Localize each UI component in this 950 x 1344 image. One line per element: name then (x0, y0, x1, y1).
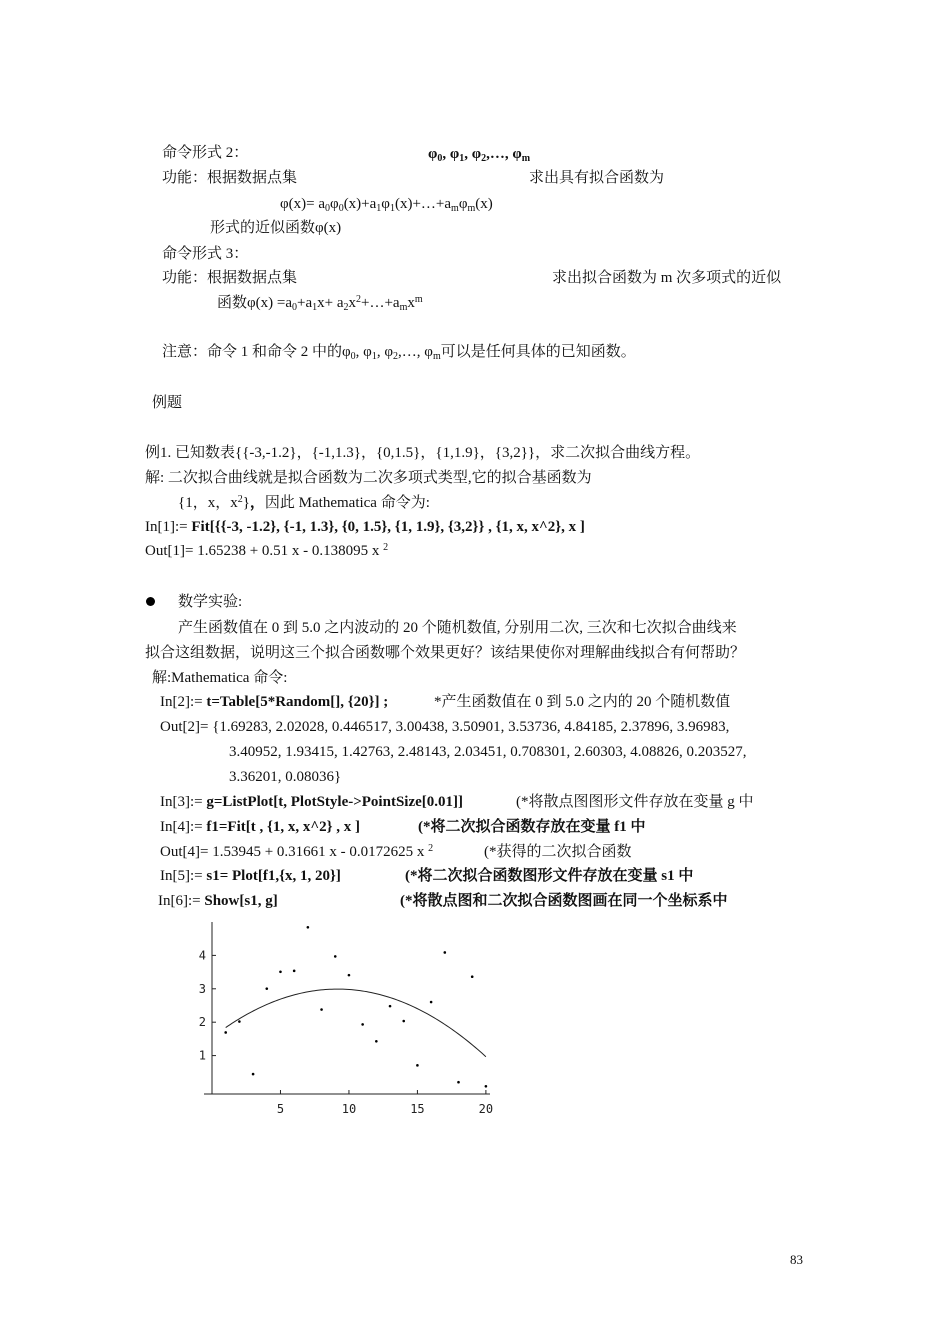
data-point (457, 1081, 460, 1084)
x-tick-label: 10 (341, 1102, 357, 1116)
form2-formula: $\varphi(x)= a_0\varphi_0(x)+a_1\varphi_1(x)+\dots+a_m\varphi_m(x)$ (280, 196, 493, 214)
experiment-desc-2: 拟合这组数据，说明这三个拟合函数哪个效果更好？该结果使你对理解曲线拟合有何帮助？ (145, 645, 746, 661)
example1-solution: 解: 二次拟合曲线就是拟合函数为二次多项式类型,它的拟合基函数为 (145, 470, 592, 486)
form3-heading: 命令形式 3： (162, 246, 249, 262)
y-tick-label: 3 (198, 981, 206, 996)
form2-function-label: 功能：根据数据点集 (162, 170, 298, 186)
out4-comment: (*获得的二次拟合函数 (484, 844, 632, 860)
data-point (224, 1031, 227, 1034)
in3-line: In[3]:= g=ListPlot[t, PlotStyle->PointSize[0.01]] (160, 794, 464, 810)
example1-basis: {1，x，$x^2$}，因此 Mathematica 命令为: (178, 494, 430, 511)
y-tick-label: 4 (198, 948, 206, 963)
form3-function-label: 功能：根据数据点集 (162, 270, 298, 286)
form2-phi-list: $\varphi_0$, $\varphi_1$, $\varphi_2,\dots$, $\varphi_m$ (428, 146, 531, 164)
out1-line: Out[1]= 1.65238 + 0.51 x - 0.138095 x $^2$ (145, 542, 389, 559)
data-point (265, 987, 268, 990)
page-number: 83 (790, 1252, 803, 1267)
y-tick-label: 1 (198, 1048, 206, 1063)
data-point (320, 1008, 323, 1011)
in4-comment: (*将二次拟合函数存放在变量 f1 中 (418, 819, 646, 835)
in1-line: In[1]:= Fit[{{-3, -1.2}, {-1, 1.3}, {0, 1.5}, {1, 1.9}, {3,2}} , {1, x, x^2}, x ] (145, 519, 585, 535)
out2-line-2: 3.40952, 1.93415, 1.42763, 2.48143, 2.03451, 0.708301, 2.60303, 4.08826, 0.203527, (229, 744, 747, 760)
example1-problem: 例1. 已知数表{{-3,-1.2}，{-1,1.3}，{0,1.5}，{1,1.9}，{3,2}}，求二次拟合曲线方程。 (145, 445, 701, 461)
data-point (375, 1040, 378, 1043)
in4-line: In[4]:= f1=Fit[t , {1, x, x^2} , x ] (160, 819, 361, 835)
data-point (334, 955, 337, 958)
experiment-solution: 解:Mathematica 命令: (152, 670, 288, 686)
out2-line-3: 3.36201, 0.08036} (229, 769, 342, 785)
data-point (252, 1073, 255, 1076)
x-tick-label: 5 (276, 1102, 285, 1116)
data-point (238, 1020, 241, 1023)
bullet-icon (146, 597, 155, 606)
x-tick-label: 15 (410, 1102, 425, 1116)
form3-function-desc: 求出拟合函数为 m 次多项式的近似 (552, 270, 782, 286)
experiment-desc-1: 产生函数值在 0 到 5.0 之内波动的 20 个随机数值, 分别用二次, 三次和七次拟合曲线来 (178, 620, 737, 636)
fit-curve (226, 989, 486, 1057)
scatter-fit-plot (190, 918, 500, 1128)
data-point (293, 970, 296, 973)
section-title: 例题 (152, 395, 183, 411)
in2-line: In[2]:= t=Table[5*Random[], {20}] ; (160, 694, 389, 710)
note-line: 注意：命令 1 和命令 2 中的$\varphi_0$, $\varphi_1$, $\varphi_2,\dots$, $\varphi_m$可以是任何具体的已知函数。 (162, 344, 636, 362)
out4-line: Out[4]= 1.53945 + 0.31661 x - 0.0172625 x $^2$ (160, 843, 434, 860)
in5-line: In[5]:= s1= Plot[f1,{x, 1, 20}] (160, 868, 341, 884)
y-tick-label: 2 (198, 1015, 206, 1030)
form2-desc: 形式的近似函数φ(x) (210, 220, 342, 236)
data-point (348, 974, 351, 977)
in6-comment: (*将散点图和二次拟合函数图画在同一个坐标系中 (400, 893, 728, 909)
data-point (402, 1020, 405, 1023)
data-point (307, 926, 310, 929)
data-point (416, 1064, 419, 1067)
data-point (361, 1023, 364, 1026)
experiment-title: 数学实验: (178, 594, 243, 610)
data-point (279, 970, 282, 973)
in6-line: In[6]:= Show[s1, g] (158, 893, 278, 909)
out2-line-1: Out[2]= {1.69283, 2.02028, 0.446517, 3.00438, 3.50901, 3.53736, 4.84185, 2.37896, 3.96983, (160, 719, 730, 735)
data-point (389, 1005, 392, 1008)
data-point (485, 1085, 488, 1088)
form2-heading: 命令形式 2： (162, 145, 249, 161)
form2-function-desc: 求出具有拟合函数为 (529, 170, 665, 186)
data-point (444, 951, 447, 954)
x-tick-label: 20 (478, 1102, 494, 1116)
data-point (471, 975, 474, 978)
data-point (430, 1001, 433, 1004)
form3-formula: 函数$\varphi(x) =a_0+a_1x+$ $a_2x^2+\dots+a_mx^m$ (217, 294, 423, 313)
in3-comment: (*将散点图图形文件存放在变量 g 中 (516, 794, 754, 810)
in2-comment: *产生函数值在 0 到 5.0 之内的 20 个随机数值 (434, 694, 731, 710)
in5-comment: (*将二次拟合函数图形文件存放在变量 s1 中 (405, 868, 694, 884)
